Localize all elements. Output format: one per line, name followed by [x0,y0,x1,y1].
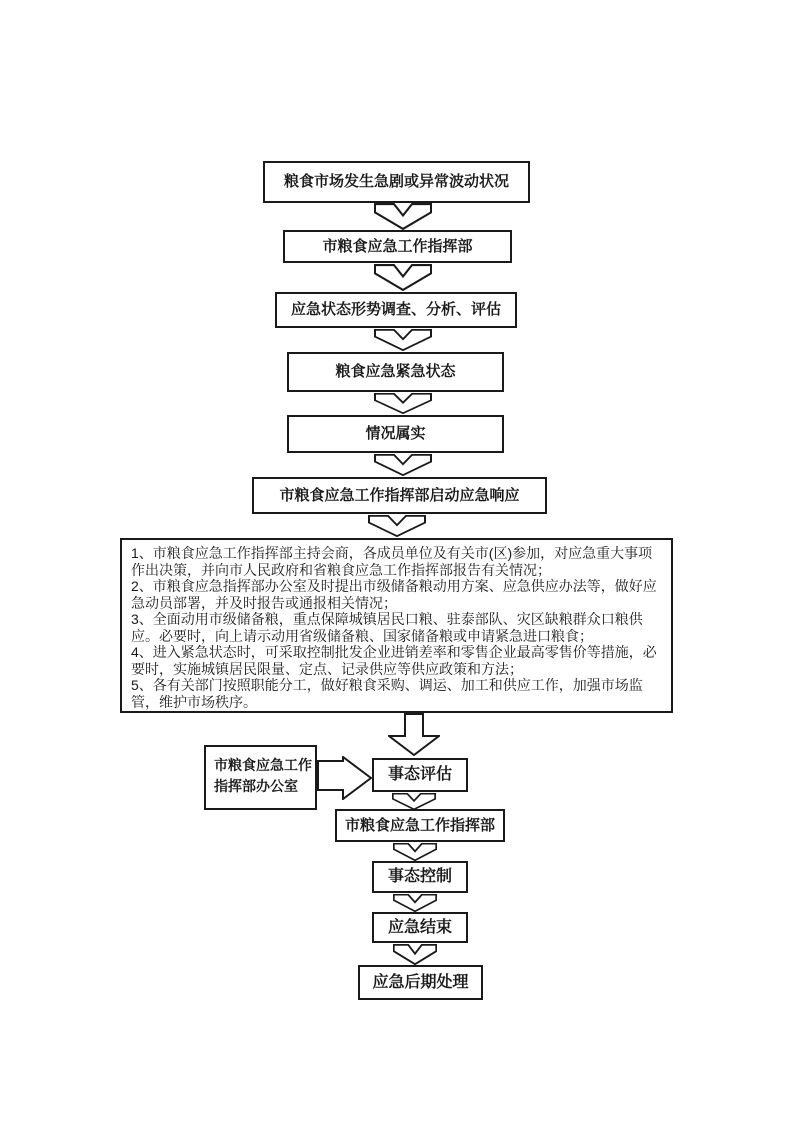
down-chevron-arrow-3 [374,329,432,351]
measure-item-2: 2、市粮食应急指挥部办公室及时提出市级储备粮动用方案、应急供应办法等，做好应急动员部署，并及时报告或通报相关情况； [131,578,657,611]
down-chevron-arrow-6 [368,515,426,537]
measure-item-5: 5、各有关部门按照职能分工，做好粮食采购、调运、加工和供应工作，加强市场监管，维护市场秩序。 [131,677,643,710]
flow-node-event-evaluation: 事态评估 [372,758,468,792]
down-chevron-arrow-9 [393,894,437,912]
flow-node-situation-verified: 情况属实 [287,415,504,453]
down-chevron-arrow-7 [392,793,436,810]
flow-node-post-processing: 应急后期处理 [358,965,483,1000]
down-chevron-arrow-4 [374,393,432,414]
response-measures-box [120,538,673,713]
down-chevron-arrow-1 [374,203,432,230]
block-down-arrow [388,713,440,756]
block-right-arrow [317,756,372,800]
flow-node-headquarters-2: 市粮食应急工作指挥部 [335,809,505,842]
measure-item-4: 4、进入紧急状态时，可采取控制批发企业进销差率和零售企业最高零售价等措施，必要时，实施城镇居民限量、定点、记录供应等供应政策和方法； [131,644,657,677]
flow-node-headquarters: 市粮食应急工作指挥部 [283,230,512,263]
measure-item-3: 3、全面动用市级储备粮，重点保障城镇居民口粮、驻泰部队、灾区缺粮群众口粮供应。必要时，向上请示动用省级储备粮、国家储备粮或申请紧急进口粮食； [131,611,643,644]
measure-item-1: 1、市粮食应急工作指挥部主持会商，各成员单位及有关市(区)参加，对应急重大事项作出决策，并向市人民政府和省粮食应急工作指挥部报告有关情况； [131,545,653,578]
flow-node-event-control: 事态控制 [372,861,468,893]
down-chevron-arrow-2 [374,264,432,291]
down-chevron-arrow-10 [393,944,437,965]
flow-node-investigation-analysis: 应急状态形势调查、分析、评估 [275,292,517,328]
down-chevron-arrow-5 [374,454,432,476]
down-chevron-arrow-8 [393,843,437,861]
office-box-line1: 市粮食应急工作 [214,757,312,773]
flow-node-headquarters-office [204,745,317,810]
flow-node-emergency-end: 应急结束 [372,912,468,943]
flow-node-market-fluctuation: 粮食市场发生急剧或异常波动状况 [263,161,530,203]
office-box-line2: 指挥部办公室 [214,778,298,794]
flow-node-emergency-state: 粮食应急紧急状态 [287,352,504,392]
flow-node-activate-response: 市粮食应急工作指挥部启动应急响应 [252,477,547,514]
